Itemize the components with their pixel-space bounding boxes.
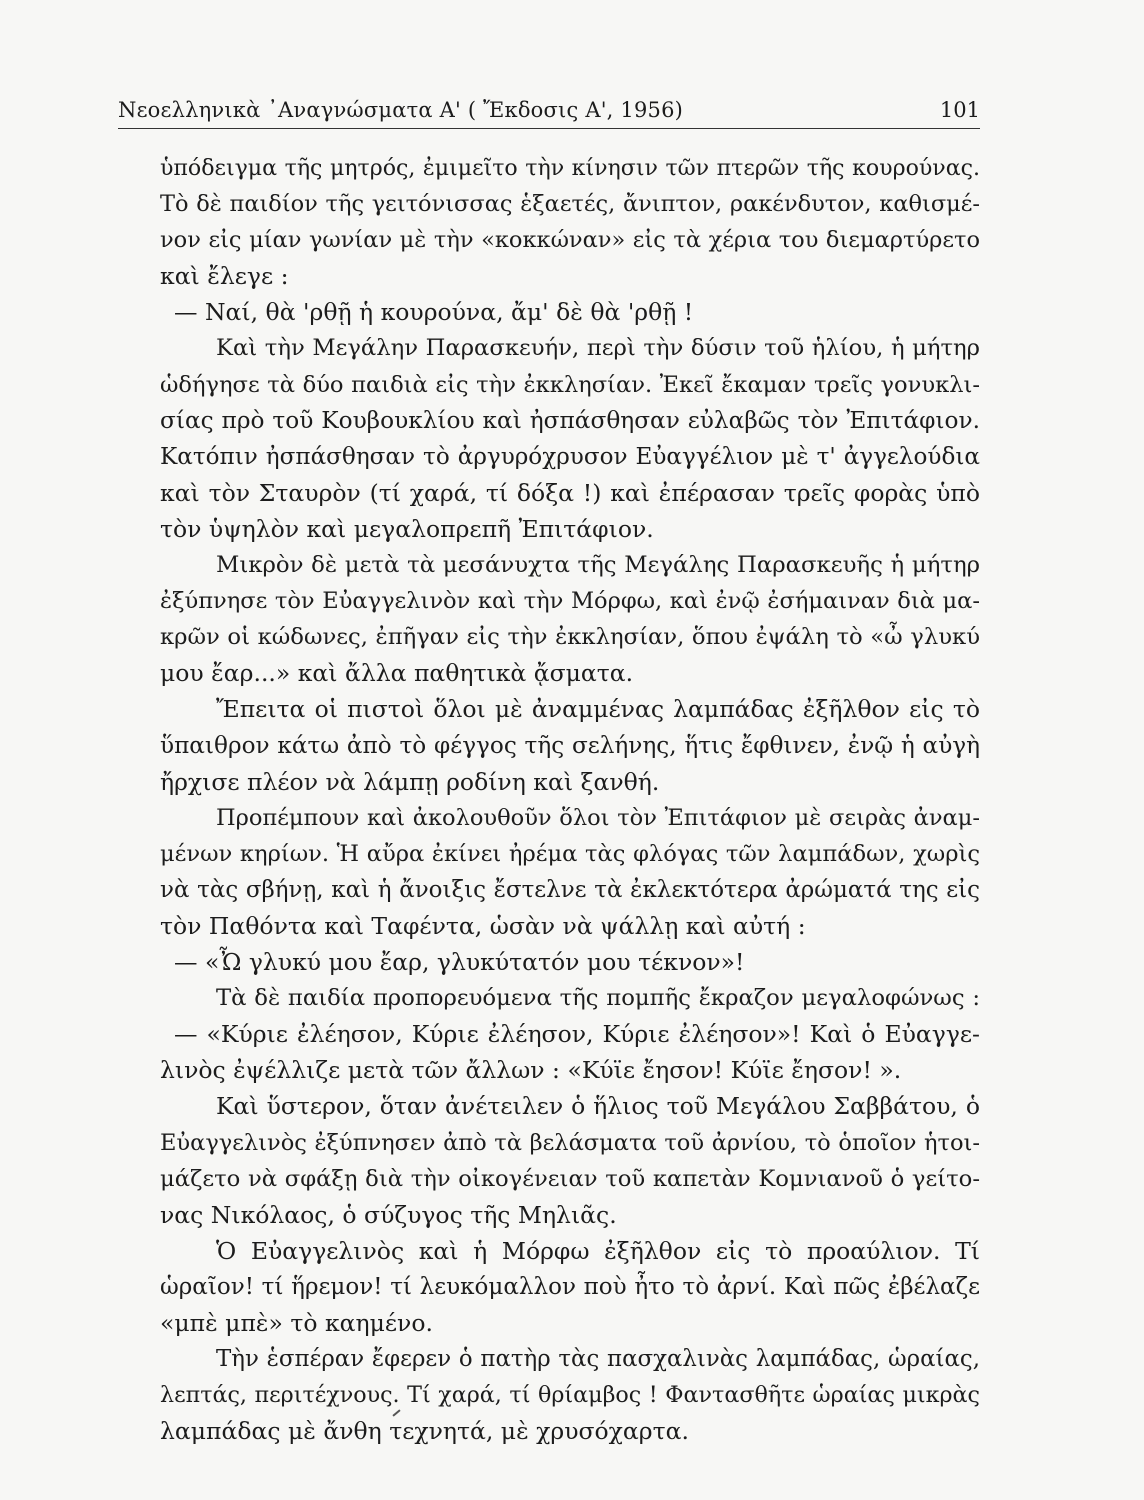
paragraph-start-line: Μικρὸν δὲ μετὰ τὰ μεσάνυχτα τῆς Μεγάλης Παρασκευῆς ἡ μήτηρ <box>216 552 980 579</box>
paragraph-start-line: Καὶ τὴν Μεγάλην Παρασκευήν, περὶ τὴν δύσιν τοῦ ἡλίου, ἡ μήτηρ <box>216 335 980 362</box>
text-line: νον εἰς μίαν γωνίαν μὲ τὴν «κοκκώναν» εἰς τὰ χέρια του διεμαρτύρετο <box>160 227 980 254</box>
text-line: κρῶν οἱ κώδωνες, ἐπῆγαν εἰς τὴν ἐκκλησίαν, ὅπου ἐψάλη τὸ «ὦ γλυκύ <box>160 624 980 651</box>
text-line: καὶ τὸν Σταυρὸν (τί χαρά, τί δόξα !) καὶ ἐπέρασαν τρεῖς φορὰς ὑπὸ <box>160 478 980 507</box>
dialogue-line: — Ναί, θὰ 'ρθῇ ἡ κουρούνα, ἄμ' δὲ θὰ 'ρθῇ ! <box>174 298 694 327</box>
text-line: σίας πρὸ τοῦ Κουβουκλίου καὶ ἠσπάσθησαν εὐλαβῶς τὸν Ἐπιτάφιον. <box>160 406 980 434</box>
text-line: ὡδήγησε τὰ δύο παιδιὰ εἰς τὴν ἐκκλησίαν. Ἐκεῖ ἔκαμαν τρεῖς γονυκλι- <box>160 371 980 398</box>
text-line: νὰ τὰς σβήνῃ, καὶ ἡ ἄνοιξις ἔστελνε τὰ ἐκλεκτότερα ἀρώματά της εἰς <box>160 876 980 903</box>
paragraph-start-line: Καὶ ὕστερον, ὅταν ἀνέτειλεν ὁ ἥλιος τοῦ Μεγάλου Σαββάτου, ὁ <box>216 1092 980 1121</box>
text-line: τὸν Παθόντα καὶ Ταφέντα, ὡσὰν νὰ ψάλλῃ καὶ αὐτή : <box>160 911 806 940</box>
text-line: λαμπάδας μὲ ἄνθη τεχνητά, μὲ χρυσόχαρτα. <box>160 1417 689 1446</box>
paragraph-start-line: Ὁ Εὐαγγελινὸς καὶ ἡ Μόρφω ἐξῆλθον εἰς τὸ προαύλιον. Τί <box>216 1236 980 1265</box>
paragraph-start-line: Ἔπειτα οἱ πιστοὶ ὅλοι μὲ ἀναμμένας λαμπάδας ἐξῆλθον εἰς τὸ <box>216 695 980 724</box>
text-line: μένων κηρίων. Ἡ αὔρα ἐκίνει ἠρέμα τὰς φλόγας τῶν λαμπάδων, χωρὶς <box>160 840 980 867</box>
running-header <box>118 96 980 129</box>
paragraph-start-line: Τὰ δὲ παιδία προπορευόμενα τῆς πομπῆς ἔκραζον μεγαλοφώνως : <box>216 985 980 1012</box>
text-line: λεπτάς, περιτέχνους. Τί χαρά, τί θρίαμβος ! Φαντασθῆτε ὡραίας μικρὰς <box>160 1382 980 1409</box>
paragraph-start-line: Προπέμπουν καὶ ἀκολουθοῦν ὅλοι τὸν Ἐπιτάφιον μὲ σειρὰς ἀναμ- <box>216 804 980 831</box>
text-line: «μπὲ μπὲ» τὸ καημένο. <box>160 1309 433 1337</box>
text-line: Εὐαγγελινὸς ἐξύπνησεν ἀπὸ τὰ βελάσματα τοῦ ἀρνίου, τὸ ὁποῖον ἡτοι- <box>160 1129 980 1156</box>
text-line: ὑπόδειγμα τῆς μητρός, ἐμιμεῖτο τὴν κίνησιν τῶν πτερῶν τῆς κουρούνας. <box>160 155 980 181</box>
text-line: τὸν ὑψηλὸν καὶ μεγαλοπρεπῆ Ἐπιτάφιον. <box>160 514 654 543</box>
text-line: καὶ ἔλεγε : <box>160 262 289 291</box>
dialogue-line: — «Κύριε ἐλέησον, Κύριε ἐλέησον, Κύριε ἐλέησον»! Καὶ ὁ Εὐαγγε- <box>174 1020 980 1049</box>
text-line: Τὸ δὲ παιδίον τῆς γειτόνισσας ἑξαετές, ἄνιπτον, ρακένδυτον, καθισμέ- <box>160 191 980 218</box>
text-line: ἤρχισε πλέον νὰ λάμπῃ ροδίνη καὶ ξανθή. <box>160 767 660 796</box>
text-line: μάζετο νὰ σφάξῃ διὰ τὴν οἰκογένειαν τοῦ καπετὰν Κομνιανοῦ ὁ γείτο- <box>160 1165 980 1192</box>
text-line: λινὸς ἐψέλλιζε μετὰ τῶν ἄλλων : «Κύϊε ἔησον! Κύϊε ἔησον! ». <box>160 1056 902 1085</box>
body-text <box>160 150 980 1449</box>
text-line: ὕπαιθρον κάτω ἀπὸ τὸ φέγγος τῆς σελήνης, ἥτις ἔφθινεν, ἐνῷ ἡ αὐγὴ <box>160 732 980 759</box>
text-line: μου ἔαρ...» καὶ ἄλλα παθητικὰ ᾄσματα. <box>160 659 634 688</box>
header-title: Νεοελληνικὰ ᾿Αναγνώσματα Α' ( Ἔκδοσις Α', 1956) <box>118 98 684 122</box>
page-number: 101 <box>939 98 980 122</box>
text-line: ἐξύπνησε τὸν Εὐαγγελινὸν καὶ τὴν Μόρφω, καὶ ἐνῷ ἐσήμαιναν διὰ μα- <box>160 588 980 615</box>
text-line: Κατόπιν ἠσπάσθησαν τὸ ἀργυρόχρυσον Εὐαγγέλιον μὲ τ' ἀγγελούδια <box>160 443 980 470</box>
dialogue-line: — «Ὦ γλυκύ μου ἔαρ, γλυκύτατόν μου τέκνον»! <box>174 948 745 977</box>
text-line: ὡραῖον! τί ἥρεμον! τί λευκόμαλλον ποὺ ἦτο τὸ ἀρνί. Καὶ πῶς ἐβέλαζε <box>160 1273 980 1300</box>
paragraph-start-line: Τὴν ἑσπέραν ἔφερεν ὁ πατὴρ τὰς πασχαλινὰς λαμπάδας, ὡραίας, <box>216 1346 980 1373</box>
text-line: νας Νικόλαος, ὁ σύζυγος τῆς Μηλιᾶς. <box>160 1200 617 1229</box>
